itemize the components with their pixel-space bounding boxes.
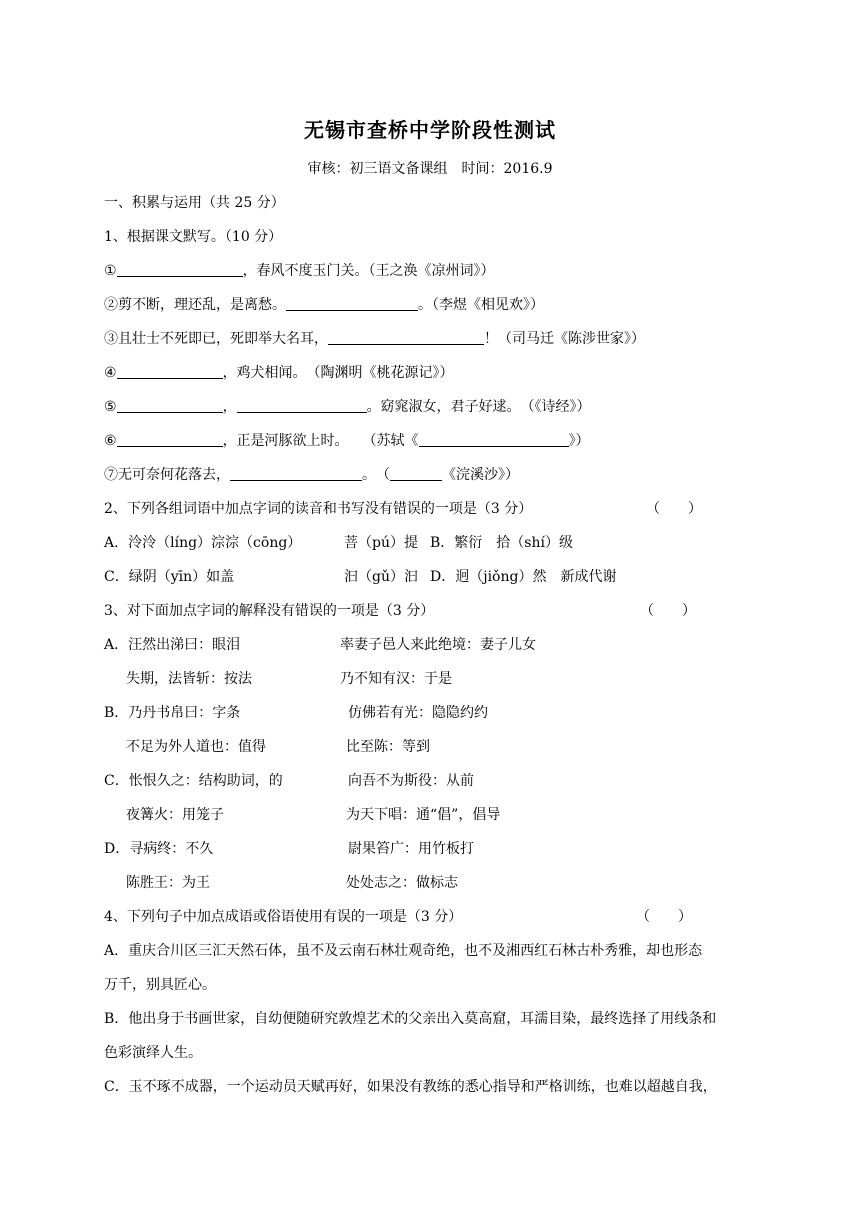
answer-paren[interactable]: （ ） [646,501,702,517]
q1-item-3: ③且壮士不死即已，死即举大名耳， ！（司马迁《陈涉世家》） [104,331,645,347]
q4-option-a-cont: 万千，别具匠心。 [104,977,216,993]
q2-option-b: B．繁衍 拾（shí）级 [430,535,573,551]
q4-stem: 4、下列句子中加点成语或俗语使用有误的一项是（3 分） [104,909,463,925]
answer-blank[interactable] [117,398,223,413]
answer-blank[interactable] [230,466,362,481]
q2-option-d: D．迥（jiǒng）然 新成代谢 [430,569,617,585]
answer-blank[interactable] [328,330,484,345]
q1-item-7: ⑦无可奈何花落去， 。 （ 《浣溪沙》） [104,467,519,483]
q3-row-right: 向吾不为斯役：从前 [348,773,474,789]
q3-stem: 3、对下面加点字词的解释没有错误的一项是（3 分） [104,603,435,619]
q3-row: 失期，法皆斩：按法 [126,671,252,687]
q1-stem: 1、根据课文默写。（10 分） [104,229,283,245]
q4-option-b: B．他出身于书画世家，自幼便随研究敦煌艺术的父亲出入莫高窟，耳濡目染，最终选择了用线条和 [104,1011,717,1027]
q3-row: D．寻病终：不久 [104,841,214,857]
q2-option-a-extra: 菩（pú）提 [344,535,418,551]
q2-option-c-extra: 汩（gǔ）汩 [344,569,418,585]
q1-item-1: ① ，春风不度玉门关。（王之涣《凉州词》） [104,263,495,279]
q3-row: 夜篝火：用笼子 [126,807,224,823]
q1-item-2: ②剪不断，理还乱，是离愁。 。（李煜《相见欢》） [104,297,544,313]
q3-row-right: 比至陈：等到 [346,739,430,755]
q3-row: A．汪然出涕曰：眼泪 [104,637,241,653]
q2-option-a: A．泠泠（líng）淙淙（cōng） [104,535,302,551]
q1-item-4: ④ ，鸡犬相闻。 （陶渊明《桃花源记》） [104,365,454,381]
q3-row-right: 乃不知有汉：于是 [340,671,452,687]
section-heading: 一、积累与运用（共 25 分） [104,195,285,211]
answer-blank[interactable] [419,432,569,447]
exam-meta: 审核：初三语文备课组 时间：2016.9 [307,161,553,177]
answer-blank[interactable] [117,432,223,447]
q4-option-b-cont: 色彩演绎人生。 [104,1045,202,1061]
q1-item-6: ⑥ ，正是河豚欲上时。 （苏轼《 》） [104,433,590,449]
q3-row-right: 仿佛若有光：隐隐约约 [348,705,488,721]
q4-option-c: C．玉不琢不成器，一个运动员天赋再好，如果没有教练的悉心指导和严格训练，也难以超越自我， [104,1079,717,1095]
q2-option-c: C．绿阴（yīn）如盖 [104,569,235,585]
answer-paren[interactable]: （ ） [640,603,696,619]
q3-row-right: 处处志之：做标志 [346,875,458,891]
answer-paren[interactable]: （ ） [636,909,692,925]
page-title: 无锡市查桥中学阶段性测试 [304,118,556,142]
q3-row: 陈胜王：为王 [126,875,210,891]
q3-row-right: 尉果笞广：用竹板打 [348,841,474,857]
answer-blank[interactable] [117,262,243,277]
q4-option-a: A．重庆合川区三汇天然石体，虽不及云南石林壮观奇绝，也不及湘西红石林古朴秀雅，却也形态 [104,943,703,959]
answer-blank[interactable] [237,398,367,413]
q3-row-right: 率妻子邑人来此绝境：妻子儿女 [340,637,536,653]
answer-blank[interactable] [117,364,223,379]
q3-row: 不足为外人道也：值得 [126,739,266,755]
q1-item-5: ⑤ ， 。窈窕淑女，君子好逑。 （《诗经》） [104,399,591,415]
q3-row: B．乃丹书帛曰：字条 [104,705,241,721]
q3-row: C．怅恨久之：结构助词，的 [104,773,283,789]
q3-row-right: 为天下唱：通“倡”，倡导 [346,807,501,823]
answer-blank[interactable] [286,296,418,311]
q2-stem: 2、下列各组词语中加点字词的读音和书写没有错误的一项是（3 分） [104,501,533,517]
answer-blank[interactable] [390,466,442,481]
